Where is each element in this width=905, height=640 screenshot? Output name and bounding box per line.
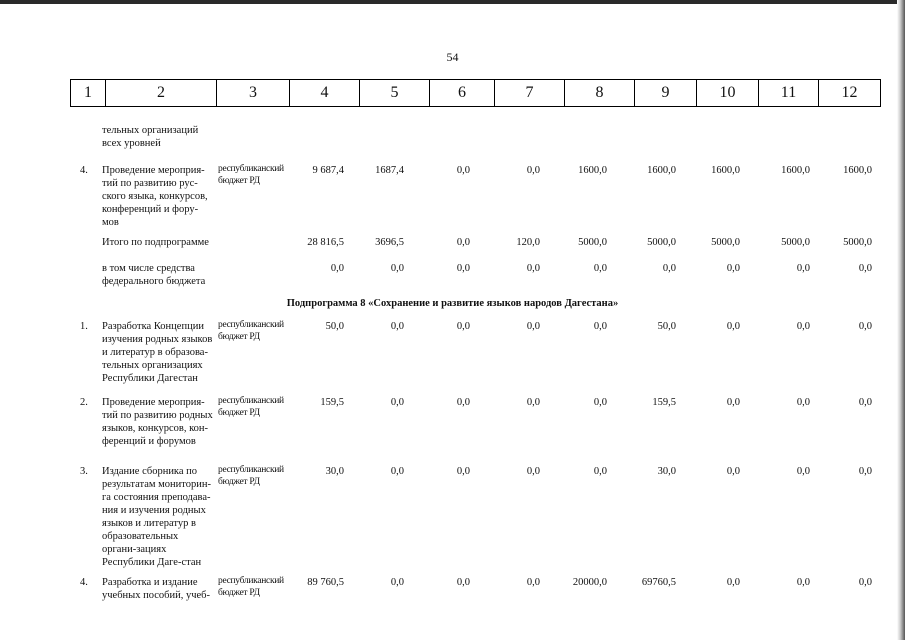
- row-value: 0,0: [456, 237, 470, 248]
- row-funding-source: республиканский бюджет РД: [218, 576, 284, 598]
- row-value: 0,0: [456, 321, 470, 332]
- row-value: 1687,4: [375, 165, 404, 176]
- column-number: 6: [430, 80, 495, 107]
- row-value: 0,0: [390, 397, 404, 408]
- row-number: 1.: [80, 321, 88, 332]
- row-value: 159,5: [320, 397, 344, 408]
- row-value: 0,0: [796, 397, 810, 408]
- row-value: 0,0: [456, 577, 470, 588]
- column-number: 12: [819, 80, 881, 107]
- row-value: 1600,0: [647, 165, 676, 176]
- row-value: 159,5: [652, 397, 676, 408]
- row-funding-source: республиканский бюджет РД: [218, 164, 284, 186]
- row-value: 0,0: [330, 263, 344, 274]
- row-value: 50,0: [657, 321, 676, 332]
- row-value: 0,0: [526, 321, 540, 332]
- row-value: 9 687,4: [312, 165, 344, 176]
- row-value: 0,0: [726, 397, 740, 408]
- column-number: 9: [635, 80, 697, 107]
- row-value: 0,0: [858, 466, 872, 477]
- row-value: 0,0: [593, 321, 607, 332]
- column-number-header: [70, 79, 881, 107]
- row-value: 1600,0: [711, 165, 740, 176]
- row-number: 4.: [80, 165, 88, 176]
- row-name: Проведение мероприя-тий по развитию родных языков, конкурсов, кон-ференций и форумов: [102, 397, 213, 447]
- row-value: 0,0: [390, 466, 404, 477]
- row-name: Издание сборника по результатам мониторин-га состояния преподава-ния и изучения родных языков и литератур в образовательных органи-зациях Республики Даге-стан: [102, 466, 211, 568]
- page-number: 54: [446, 50, 459, 64]
- row-value: 0,0: [456, 263, 470, 274]
- row-value: 0,0: [390, 321, 404, 332]
- row-value: 69760,5: [641, 577, 676, 588]
- row-value: 0,0: [456, 397, 470, 408]
- column-number: 8: [565, 80, 635, 107]
- row-value: 0,0: [526, 577, 540, 588]
- row-value: 5000,0: [843, 237, 872, 248]
- column-number: 1: [71, 80, 106, 107]
- row-value: 20000,0: [572, 577, 607, 588]
- scan-edge-top: [0, 0, 905, 4]
- column-number: 5: [360, 80, 430, 107]
- row-value: 0,0: [390, 263, 404, 274]
- row-value: 5000,0: [578, 237, 607, 248]
- row-number: 3.: [80, 466, 88, 477]
- row-value: 0,0: [858, 397, 872, 408]
- row-value: 1600,0: [781, 165, 810, 176]
- row-value: 1600,0: [578, 165, 607, 176]
- row-value: 0,0: [858, 321, 872, 332]
- row-value: 0,0: [526, 263, 540, 274]
- row-value: 50,0: [325, 321, 344, 332]
- row-value: 0,0: [593, 466, 607, 477]
- row-value: 0,0: [796, 577, 810, 588]
- column-number: 10: [697, 80, 759, 107]
- row-value: 120,0: [516, 237, 540, 248]
- row-funding-source: республиканский бюджет РД: [218, 465, 284, 487]
- row-value: 0,0: [726, 577, 740, 588]
- row-value: 0,0: [796, 263, 810, 274]
- scan-edge-right: [897, 0, 905, 640]
- row-value: 30,0: [325, 466, 344, 477]
- row-value: 0,0: [796, 321, 810, 332]
- row-value: 0,0: [726, 263, 740, 274]
- row-value: 0,0: [526, 165, 540, 176]
- column-number: 4: [290, 80, 360, 107]
- row-value: 5000,0: [711, 237, 740, 248]
- row-value: 30,0: [657, 466, 676, 477]
- row-value: 0,0: [593, 397, 607, 408]
- row-name: Разработка Концепции изучения родных языков и литератур в образова-тельных организациях Республики Дагестан: [102, 321, 213, 384]
- row-value: 28 816,5: [307, 237, 344, 248]
- row-value: 0,0: [662, 263, 676, 274]
- row-value: 0,0: [858, 263, 872, 274]
- column-number: 11: [759, 80, 819, 107]
- row-funding-source: республиканский бюджет РД: [218, 320, 284, 342]
- row-value: 0,0: [456, 165, 470, 176]
- column-number: 2: [106, 80, 217, 107]
- row-value: 89 760,5: [307, 577, 344, 588]
- row-name: тельных организаций всех уровней: [102, 125, 199, 149]
- row-value: 5000,0: [647, 237, 676, 248]
- row-value: 0,0: [456, 466, 470, 477]
- row-funding-source: республиканский бюджет РД: [218, 396, 284, 418]
- row-value: 0,0: [390, 577, 404, 588]
- column-number: 3: [217, 80, 290, 107]
- row-number: 2.: [80, 397, 88, 408]
- row-value: 0,0: [593, 263, 607, 274]
- row-name: Разработка и издание учебных пособий, учеб-: [102, 577, 210, 601]
- row-name: Итого по подпрограмме: [102, 237, 209, 248]
- row-number: 4.: [80, 577, 88, 588]
- row-value: 5000,0: [781, 237, 810, 248]
- row-value: 1600,0: [843, 165, 872, 176]
- row-name: Проведение мероприя-тий по развитию рус-ского языка, конкурсов, конференций и фору-мов: [102, 165, 208, 228]
- row-value: 0,0: [526, 397, 540, 408]
- row-value: 3696,5: [375, 237, 404, 248]
- row-name: в том числе средства федерального бюджета: [102, 263, 206, 287]
- row-value: 0,0: [726, 321, 740, 332]
- row-value: 0,0: [726, 466, 740, 477]
- row-value: 0,0: [796, 466, 810, 477]
- section-title: Подпрограмма 8 «Сохранение и развитие языков народов Дагестана»: [286, 298, 619, 309]
- row-value: 0,0: [858, 577, 872, 588]
- row-value: 0,0: [526, 466, 540, 477]
- column-number: 7: [495, 80, 565, 107]
